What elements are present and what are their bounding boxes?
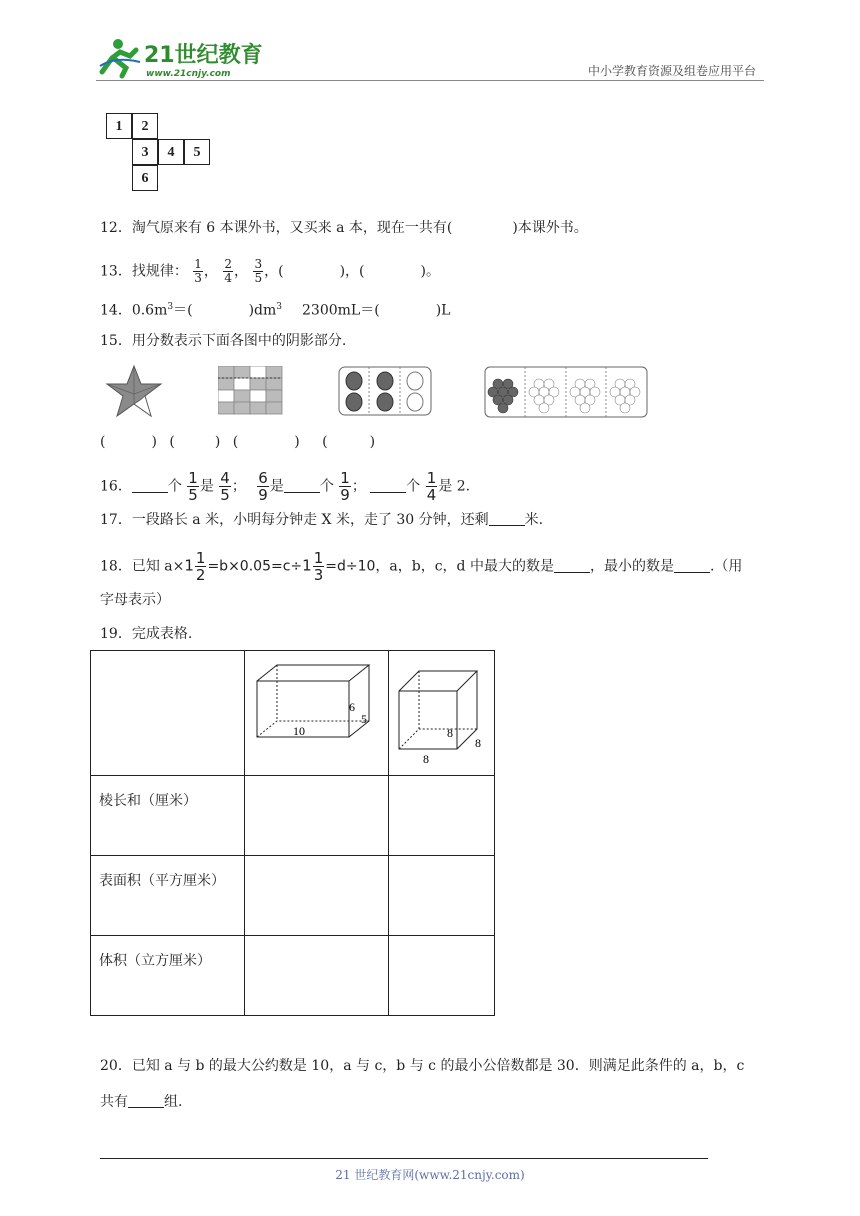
question-15-answers: ( ) ( ) ( ) ( ) [100,434,376,450]
question-20-cont: 共有 组. [100,1094,183,1110]
fraction: $\frac{1}{2}$ [195,549,206,584]
svg-text:8: 8 [475,736,481,750]
table-corner [91,651,245,776]
answer-cell[interactable] [245,856,389,936]
question-16: 16． 个 $\frac{1}{5}$ 是 $\frac{4}{5}$ ； $\frac{6}{9}$ 是 个 $\frac{1}{9}$ ； 个 $\frac{1}{4}$ 是 2. [100,469,471,504]
svg-text:6: 6 [349,700,355,714]
svg-text:www.21cnjy.com: www.21cnjy.com [146,69,231,79]
question-15: 15．用分数表示下面各图中的阴影部分. [100,333,347,349]
strawberry-figure [338,366,432,416]
question-18: 18．已知 a×1 $\frac{1}{2}$ =b×0.05=c÷1 $\frac{1}{3}$ =d÷10，a，b，c，d 中最大的数是 ，最小的数是 .（用 [100,549,743,584]
row-header: 表面积（平方厘米） [91,856,245,936]
fraction: $\frac{2}{4}$ [224,257,233,285]
question-18-cont: 字母表示） [100,592,170,608]
fraction: $\frac{1}{5}$ [188,469,198,504]
question-19: 19．完成表格. [100,626,193,642]
net-cell: 1 [106,113,132,139]
platform-name: 中小学教育资源及组卷应用平台 [587,64,756,78]
question-20: 20．已知 a 与 b 的最大公约数是 10，a 与 c，b 与 c 的最小公倍数都是 30．则满足此条件的 a，b，c [100,1058,745,1074]
fraction: $\frac{1}{9}$ [340,469,350,504]
star-figure [104,364,164,420]
svg-text:8: 8 [423,752,429,766]
cuboid-cell [245,651,389,776]
fraction: $\frac{6}{9}$ [258,469,268,504]
header-divider [96,80,764,81]
net-cell: 4 [158,139,184,165]
fraction: $\frac{1}{4}$ [426,469,437,504]
question-13: 13．找规律： $\frac{1}{3}$ ， $\frac{2}{4}$ ， $\frac{3}{5}$ ，( )，( )。 [100,257,440,285]
fraction: $\frac{4}{5}$ [220,469,230,504]
footer-divider [100,1158,708,1159]
cube-figure [389,651,493,771]
cube-cell [389,651,495,776]
fraction: $\frac{1}{3}$ [194,257,202,285]
grid-figure [218,366,284,416]
site-logo [96,36,266,80]
net-cell: 2 [132,113,158,139]
footer-text: 21 世纪教育网(www.21cnjy.com) [335,1168,525,1182]
grape-figure [484,366,648,418]
net-cell: 6 [132,165,158,191]
answer-cell[interactable] [389,776,495,856]
answer-table [90,650,495,1016]
cuboid-figure [245,651,385,771]
svg-text:21世纪教育: 21世纪教育 [144,43,263,68]
question-17: 17．一段路长 a 米，小明每分钟走 X 米，走了 30 分钟，还剩 米. [100,512,544,528]
svg-text:10: 10 [293,724,305,738]
fraction: $\frac{1}{3}$ [313,549,324,584]
svg-text:8: 8 [447,726,453,740]
answer-cell[interactable] [389,856,495,936]
svg-text:5: 5 [361,712,367,726]
runner-icon [100,39,140,76]
fraction: $\frac{3}{5}$ [254,257,263,285]
answer-cell[interactable] [245,776,389,856]
net-cell: 3 [132,139,158,165]
question-14: 14．$0.6m^3=$( )$dm^3$ 2300mL＝( )L [100,302,451,319]
answer-cell[interactable] [245,936,389,1016]
net-cell: 5 [184,139,210,165]
answer-cell[interactable] [389,936,495,1016]
row-header: 棱长和（厘米） [91,776,245,856]
question-12: 12．淘气原来有 6 本课外书，又买来 a 本，现在一共有( )本课外书。 [100,220,588,236]
row-header: 体积（立方厘米） [91,936,245,1016]
